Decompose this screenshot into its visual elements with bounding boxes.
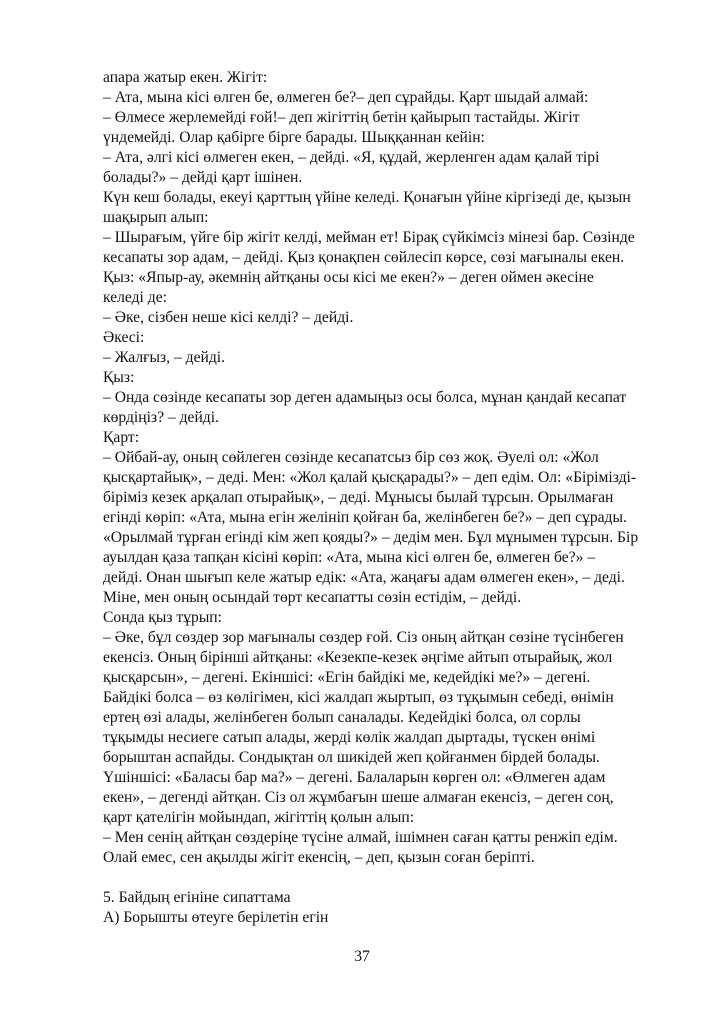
text-line: «Орылмай тұрған егінді кім жеп қояды?» – дедім мен. Бұл мұнымен тұрсын. Бір: [103, 529, 639, 546]
text-line: – Ойбай-ау, оның сөйлеген сөзінде кесапатсыз бір сөз жоқ. Әуелі ол: «Жол: [103, 449, 599, 466]
text-line: – Әке, бұл сөздер зор мағыналы сөздер ғой. Сіз оның айтқан сөзіне түсінбеген: [103, 629, 624, 646]
text-line: апара жатыр екен. Жігіт:: [103, 69, 268, 86]
text-line: үндемейді. Олар қабірге бірге барады. Шыққаннан кейін:: [103, 129, 485, 146]
text-line: қысқартайық», – деді. Мен: «Жол қалай қысқарады?» – деп едім. Ол: «Бірімізді-: [103, 469, 637, 486]
text-line: Күн кеш болады, екеуі қарттың үйіне келеді. Қонағын үйіне кіргізеді де, қызын: [103, 189, 631, 206]
paragraph-gap: [103, 868, 663, 888]
text-line: ауылдан қаза тапқан кісіні көріп: «Ата, мына кісі өлген бе, өлмеген бе?» –: [103, 549, 596, 566]
text-line: келеді де:: [103, 289, 167, 306]
text-line: Үшіншісі: «Баласы бар ма?» – дегені. Балаларын көрген ол: «Өлмеген адам: [103, 769, 606, 786]
text-line: тұқымды несиеге сатып алады, жерді көлік жалдап дыртады, түскен өнімі: [103, 729, 596, 746]
text-line: – Онда сөзінде кесапаты зор деген адамыңыз осы болса, мұнан қандай кесапат: [103, 389, 627, 406]
text-line: егінді көріп: «Ата, мына егін желініп қойған ба, желінбеген бе?» – деп сұрады.: [103, 509, 627, 526]
text-line: қарт қателігін мойындап, жігіттің қолын алып:: [103, 809, 415, 826]
text-line: – Шырағым, үйге бір жігіт келді, мейман ет! Бірақ сүйкімсіз мінезі бар. Сөзінде: [103, 229, 635, 246]
text-line: болады?» – дейді қарт ішінен.: [103, 169, 303, 186]
text-line: дейді. Онан шығып келе жатыр едік: «Ата, жаңағы адам өлмеген екен», – деді.: [103, 569, 625, 586]
text-line: Қарт:: [103, 429, 140, 446]
text-line: қысқарсын», – дегені. Екіншісі: «Егін байдікі ме, кедейдікі ме?» – дегені.: [103, 669, 591, 686]
text-line: Сонда қыз тұрып:: [103, 609, 222, 626]
text-line: – Ата, әлгі кісі өлмеген екен, – дейді. «Я, құдай, жерленген адам қалай тірі: [103, 149, 600, 166]
text-line: ертең өзі алады, желінбеген болып саналады. Кедейдікі болса, ол сорлы: [103, 709, 581, 726]
text-line: Олай емес, сен ақылды жігіт екенсің, – деп, қызын соған беріпті.: [103, 849, 535, 866]
text-line: – Жалғыз, – дейді.: [103, 349, 226, 366]
text-line: екенсіз. Оның бірінші айтқаны: «Кезекпе-кезек әңгіме айтып отырайық, жол: [103, 649, 613, 666]
text-line: шақырып алып:: [103, 209, 209, 226]
text-line: – Ата, мына кісі өлген бе, өлмеген бе?– деп сұрайды. Қарт шыдай алмай:: [103, 89, 589, 106]
text-line: Қыз:: [103, 369, 135, 386]
text-line: екен», – дегенді айтқан. Сіз ол жұмбағын шеше алмаған екенсіз, – деген соң,: [103, 789, 614, 806]
document-body: [103, 68, 663, 928]
text-line: борыштан аспайды. Сондықтан ол шикідей жеп қойғанмен бірдей болады.: [103, 749, 600, 766]
text-line: Байдікі болса – өз көлігімен, кісі жалдап жыртып, өз тұқымын себеді, өнімін: [103, 689, 614, 706]
text-line: кесапаты зор адам, – дейді. Қыз қонақпен сөйлесіп көрсе, сөзі мағыналы екен.: [103, 249, 625, 266]
text-line: біріміз кезек арқалап отырайық», – деді. Мұнысы былай тұрсын. Орылмаған: [103, 489, 614, 506]
page-number: 37: [354, 948, 370, 965]
answer-option: А) Борышты өтеуге берілетін егін: [103, 909, 329, 926]
text-line: – Әке, сізбен неше кісі келді? – дейді.: [103, 309, 354, 326]
text-line: – Мен сенің айтқан сөздеріңе түсіне алмай, ішімнен саған қатты ренжіп едім.: [103, 829, 618, 846]
text-line: Қыз: «Япыр-ау, әкемнің айтқаны осы кісі ме екен?» – деген оймен әкесіне: [103, 269, 594, 286]
section-heading: 5. Байдың егініне сипаттама: [103, 889, 291, 906]
text-line: – Өлмесе жерлемейді ғой!– деп жігіттің бетін қайырып тастайды. Жігіт: [103, 109, 580, 126]
text-line: көрдіңіз? – дейді.: [103, 409, 219, 426]
text-line: Міне, мен оның осындай төрт кесапатты сөзін естідім, – дейді.: [103, 589, 522, 606]
text-line: Әкесі:: [103, 329, 145, 346]
